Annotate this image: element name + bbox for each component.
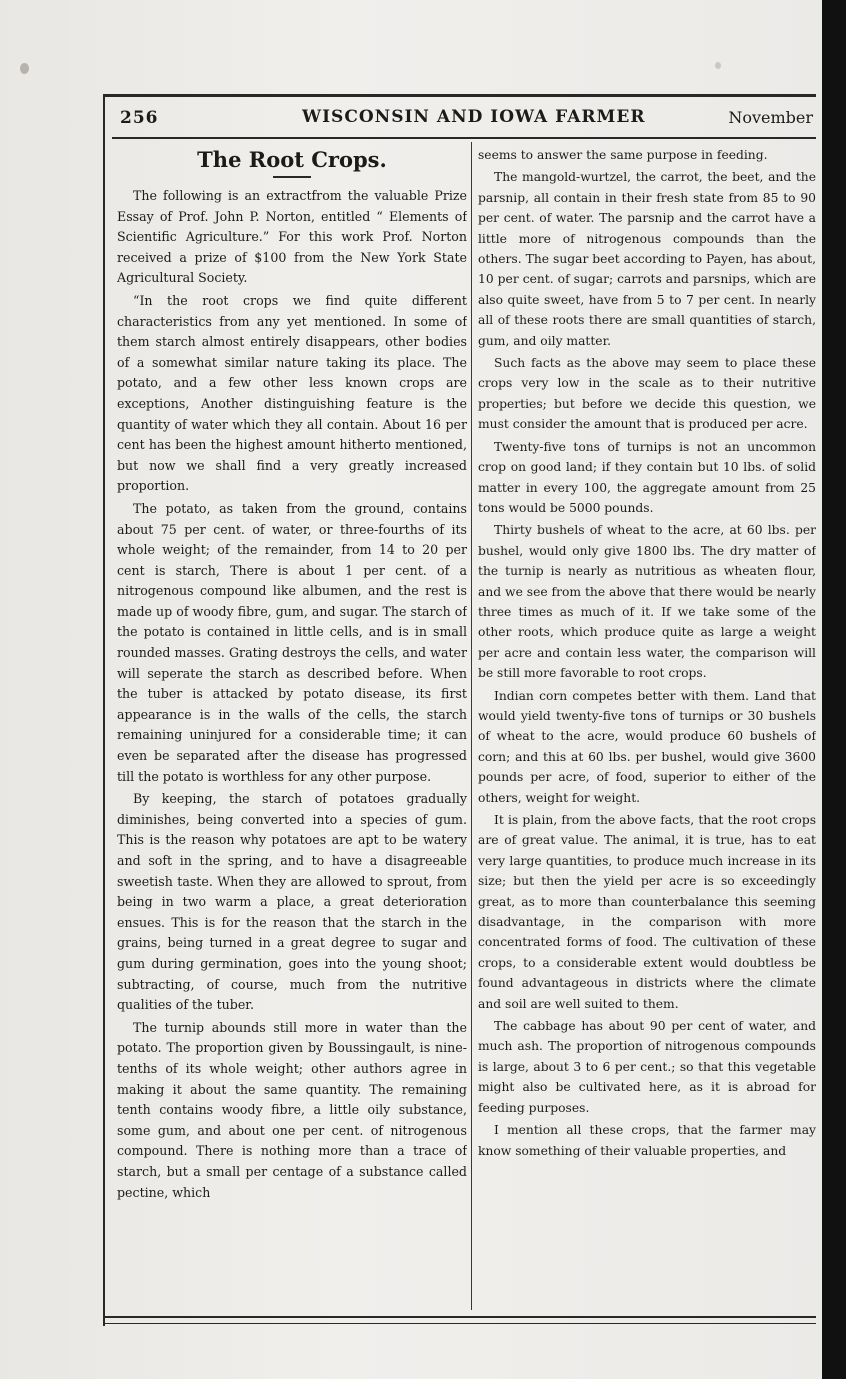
paragraph: The cabbage has about 90 per cent of water, and much ash. The proportion of nitrogenous compounds is large, about 3 to 6 per cent.; so that this vegetable might also be cultivated here, as it is abroad for feeding purposes. — [478, 1019, 816, 1115]
left-column — [117, 145, 467, 1310]
paragraph: Thirty bushels of wheat to the acre, at 60 lbs. per bushel, would only give 1800 lbs. The dry matter of the turnip is nearly as nutritious as wheaten flour, and we see from the above that there would be nearly three times as much of it. If we take some of the other roots, which produce quite as large a weight per acre and contain less water, the comparison will be still more favorable to root crops. — [478, 523, 816, 681]
paragraph: The turnip abounds still more in water than the potato. The proportion given by Boussingault, is nine-tenths of its whole weight; other authors agree in making it about the same quantity. The remaining tenth contains woody fibre, a little oily substance, some gum, and about one per cent. of nitrogenous compound. There is nothing more than a trace of starch, but a small per centage of a substance called pectine, which — [117, 1019, 467, 1200]
paragraph: The following is an extractfrom the valuable Prize Essay of Prof. John P. Norton, entitled “ Elements of Scientific Agriculture.” For this work Prof. Norton received a prize of $100 from the New York State Agricultural Society. — [117, 188, 467, 286]
publication-title: WISCONSIN AND IOWA FARMER — [302, 107, 646, 127]
scan-edge-bar — [822, 0, 846, 1379]
paragraph: Indian corn competes better with them. Land that would yield twenty-five tons of turnips or 30 bushels of wheat to the acre, would produce 60 bushels of corn; and this at 60 lbs. per bushel, would give 3600 pounds per acre, of food, superior to either of the others, weight for weight. — [478, 688, 816, 805]
frame-left-rule — [103, 94, 105, 1326]
paragraph: I mention all these crops, that the farmer may know something of their valuable properties, and — [478, 1123, 816, 1158]
paragraph: The mangold-wurtzel, the carrot, the beet, and the parsnip, all contain in their fresh state from 85 to 90 per cent. of water. The parsnip and the carrot have a little more of nitrogenous compounds than the others. The sugar beet according to Payen, has about, 10 per cent. of sugar; carrots and parsnips, which are also quite sweet, have from 5 to 7 per cent. In nearly all of these roots there are small quantities of starch, gum, and oily matter. — [478, 170, 816, 348]
frame-top-rule — [104, 94, 816, 97]
article-title: The Root Crops. — [197, 147, 387, 172]
frame-bottom-rule — [104, 1316, 816, 1318]
paragraph: It is plain, from the above facts, that the root crops are of great value. The animal, it is true, has to eat very large quantities, to produce much increase in its size; but then the yield per acre is so exceedingly great, as to more than counterbalance this seeming disadvantage, in the comparison with more concentrated forms of food. The cultivation of these crops, to a considerable extent would doubtless be found advantageous in districts where the climate and soil are well suited to them. — [478, 813, 816, 1011]
paragraph: Such facts as the above may seem to place these crops very low in the scale as to their nutritive properties; but before we decide this question, we must consider the amount that is produced per acre. — [478, 356, 816, 432]
page-number: 256 — [120, 108, 159, 128]
paragraph: The potato, as taken from the ground, contains about 75 per cent. of water, or three-fourths of its whole weight; of the remainder, from 14 to 20 per cent is starch, There is about 1 per cent. of a nitrogenous compound like albumen, and the rest is made up of woody fibre, gum, and sugar. The starch of the potato is contained in little cells, and is in small rounded masses. Grating destroys the cells, and water will seperate the starch as described before. When the tuber is attacked by potato disease, its first appearance is in the walls of the cells, the starch remaining uninjured for a considerable time; it can even be separated after the disease has progressed till the potato is worthless for any other purpose. — [117, 500, 467, 784]
title-rule — [273, 176, 311, 178]
right-column — [478, 145, 816, 1310]
header-rule — [112, 137, 816, 139]
paragraph: Twenty-five tons of turnips is not an uncommon crop on good land; if they contain but 10 lbs. of solid matter in every 100, the aggregate amount from 25 tons would be 5000 pounds. — [478, 439, 816, 515]
frame-bottom-rule-outer — [104, 1323, 816, 1324]
ink-smudge — [20, 63, 29, 74]
column-divider — [471, 142, 472, 1310]
ink-smudge — [715, 62, 721, 69]
paragraph-continued: seems to answer the same purpose in feeding. — [478, 148, 768, 162]
page-header — [115, 104, 815, 134]
issue-month: November — [728, 108, 813, 127]
paragraph: “In the root crops we find quite different characteristics from any yet mentioned. In some of them starch almost entirely disappears, other bodies of a somewhat similar nature taking its place. The potato, and a few other less known crops are exceptions, Another distinguishing feature is the quantity of water which they all contain. About 16 per cent has been the highest amount hitherto mentioned, but now we shall find a very greatly increased proportion. — [117, 292, 467, 494]
paragraph: By keeping, the starch of potatoes gradually diminishes, being converted into a species of gum. This is the reason why potatoes are apt to be watery and soft in the spring, and to have a disagreeable sweetish taste. When they are allowed to sprout, from being in two warm a place, a great deterioration ensues. This is for the reason that the starch in the grains, being turned in a great degree to sugar and gum during germination, goes into the young shoot; subtracting, of course, much from the nutritive qualities of the tuber. — [117, 791, 467, 1013]
